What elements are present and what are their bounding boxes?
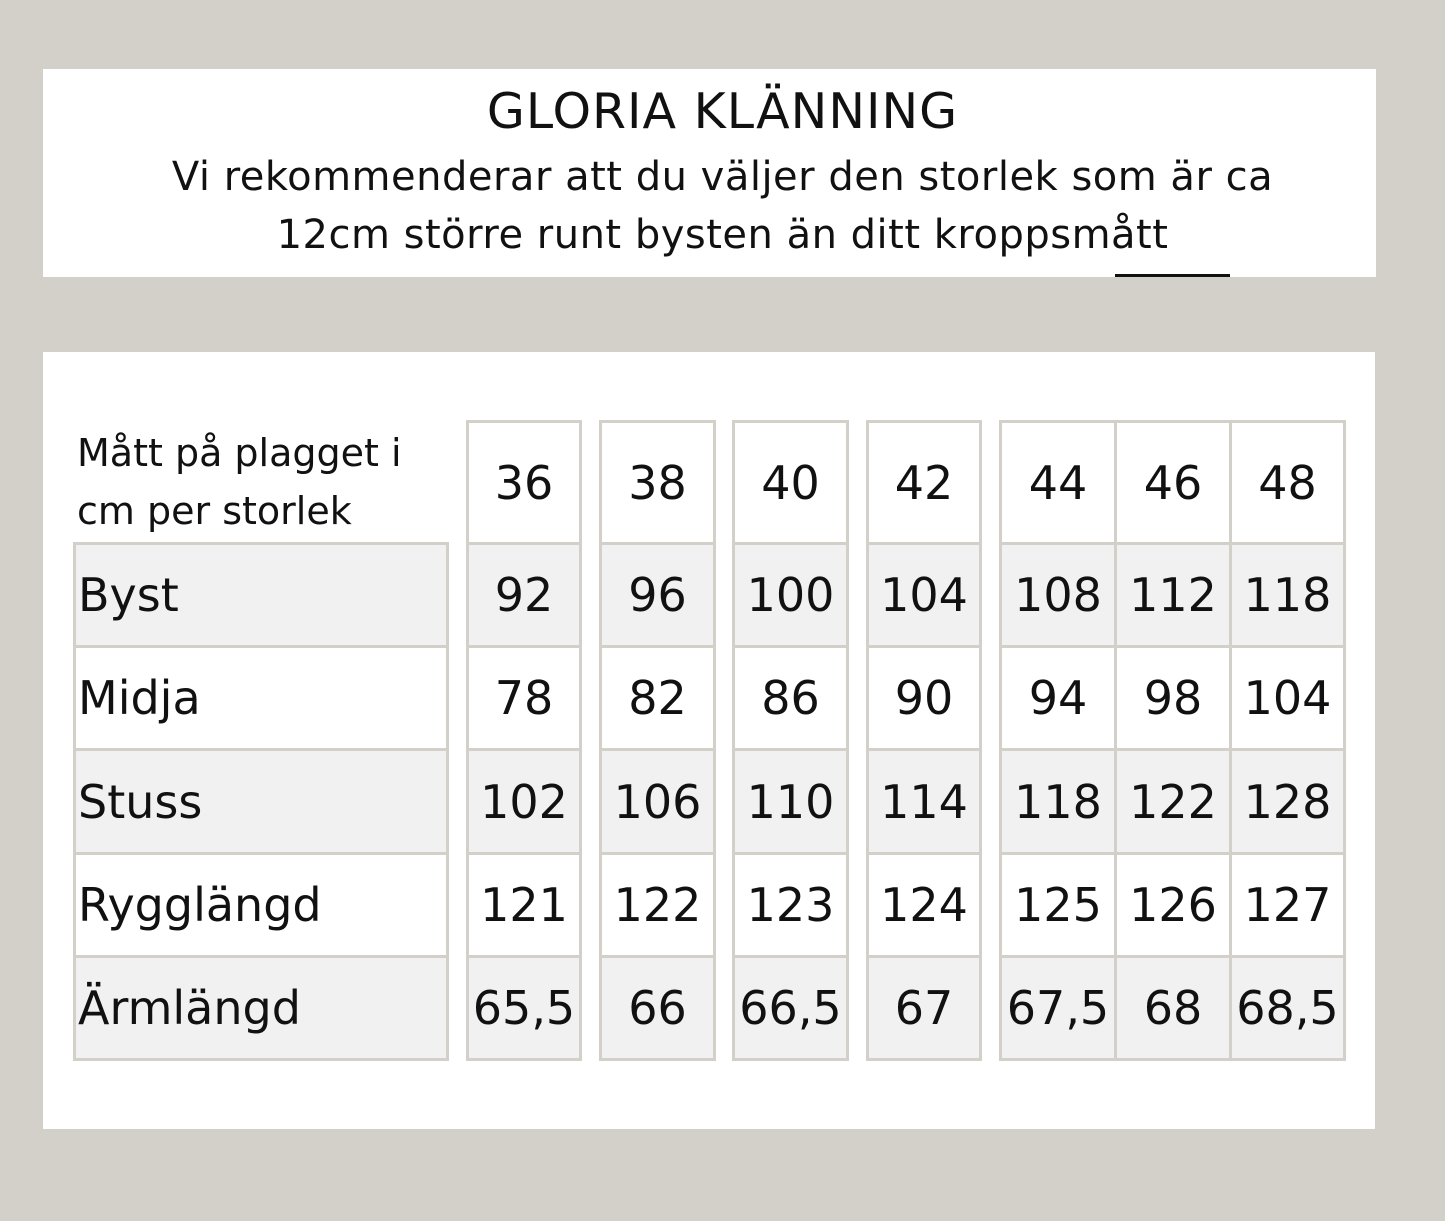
- table-cell: 92: [466, 542, 582, 648]
- table-cell: 82: [599, 645, 716, 751]
- size-header-38: 38: [599, 420, 716, 545]
- table-cell: 96: [599, 542, 716, 648]
- row-label: Midja: [73, 645, 449, 751]
- table-cell: 68: [1114, 955, 1232, 1061]
- table-cell: 110: [732, 748, 849, 855]
- corner-label-line-1: Mått på plagget i: [77, 431, 402, 475]
- table-cell: 114: [866, 748, 982, 855]
- recommendation-line-1: Vi rekommenderar att du väljer den storlek som är ca: [171, 154, 1274, 200]
- size-header-40: 40: [732, 420, 849, 545]
- table-corner-label: [77, 424, 457, 540]
- table-cell: 66: [599, 955, 716, 1061]
- table-cell: 112: [1114, 542, 1232, 648]
- decorative-underline: [1115, 274, 1230, 277]
- table-cell: 106: [599, 748, 716, 855]
- row-label: Ärmlängd: [73, 955, 449, 1061]
- table-cell: 102: [466, 748, 582, 855]
- table-cell: 94: [999, 645, 1117, 751]
- table-cell: 128: [1229, 748, 1346, 855]
- size-header-44: 44: [999, 420, 1117, 545]
- table-cell: 121: [466, 852, 582, 958]
- table-cell: 67,5: [999, 955, 1117, 1061]
- row-label: Rygglängd: [73, 852, 449, 958]
- table-cell: 127: [1229, 852, 1346, 958]
- size-header-48: 48: [1229, 420, 1346, 545]
- table-cell: 104: [866, 542, 982, 648]
- table-cell: 78: [466, 645, 582, 751]
- table-cell: 122: [599, 852, 716, 958]
- table-cell: 118: [1229, 542, 1346, 648]
- table-cell: 98: [1114, 645, 1232, 751]
- table-cell: 125: [999, 852, 1117, 958]
- size-header-36: 36: [466, 420, 582, 545]
- table-cell: 108: [999, 542, 1117, 648]
- table-cell: 68,5: [1229, 955, 1346, 1061]
- row-label: Stuss: [73, 748, 449, 855]
- table-cell: 118: [999, 748, 1117, 855]
- recommendation-line-2: 12cm större runt bysten än ditt kroppsmått: [276, 212, 1169, 258]
- table-cell: 66,5: [732, 955, 849, 1061]
- page-title: GLORIA KLÄNNING: [486, 83, 959, 140]
- table-cell: 124: [866, 852, 982, 958]
- table-cell: 126: [1114, 852, 1232, 958]
- table-cell: 122: [1114, 748, 1232, 855]
- table-cell: 67: [866, 955, 982, 1061]
- table-cell: 104: [1229, 645, 1346, 751]
- table-cell: 123: [732, 852, 849, 958]
- corner-label-line-2: cm per storlek: [77, 489, 352, 533]
- size-header-42: 42: [866, 420, 982, 545]
- table-cell: 100: [732, 542, 849, 648]
- row-label: Byst: [73, 542, 449, 648]
- table-cell: 65,5: [466, 955, 582, 1061]
- table-cell: 90: [866, 645, 982, 751]
- table-cell: 86: [732, 645, 849, 751]
- size-header-46: 46: [1114, 420, 1232, 545]
